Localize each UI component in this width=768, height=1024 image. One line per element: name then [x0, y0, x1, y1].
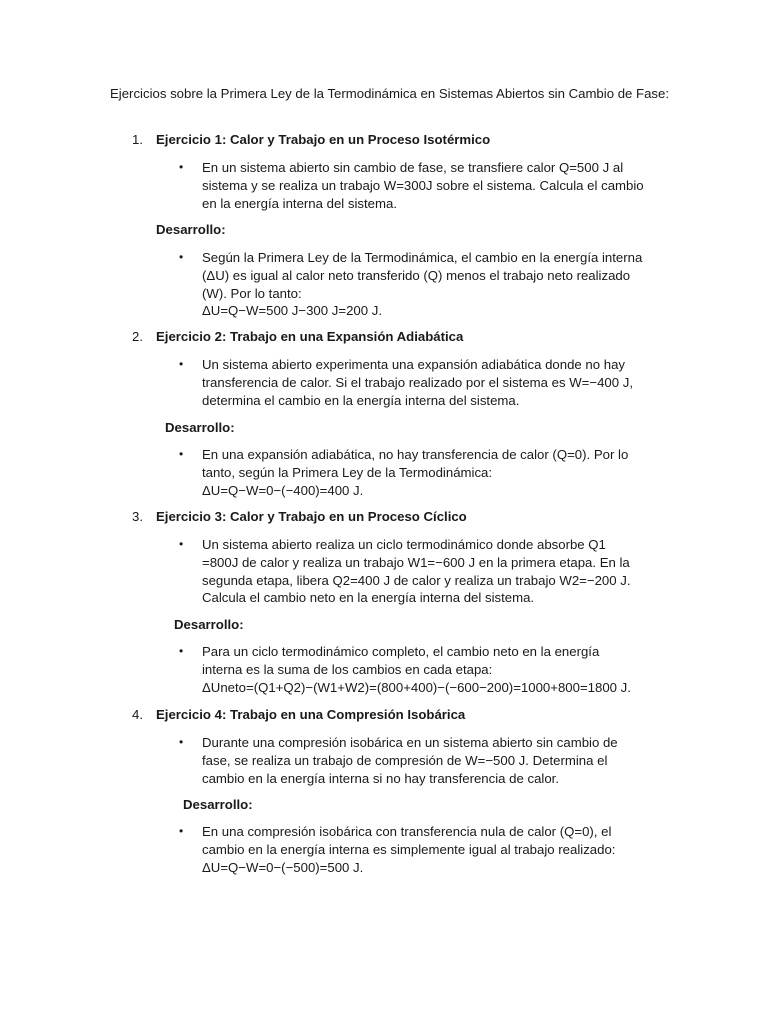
exercise-development-line: ΔUneto=(Q1+Q2)−(W1+W2)=(800+400)−(−600−200)=1000+800=1800 J.: [202, 679, 631, 695]
exercise-title: Ejercicio 1: Calor y Trabajo en un Proceso Isotérmico: [156, 132, 491, 147]
bullet-icon: •: [179, 250, 184, 264]
exercise-statement-line: sistema y se realiza un trabajo W=300J sobre el sistema. Calcula el cambio: [202, 177, 644, 193]
exercise-statement-line: Calcula el cambio neto en la energía interna del sistema.: [202, 590, 535, 606]
exercise-development: [202, 643, 664, 696]
exercise-development: [202, 446, 664, 499]
bullet-icon: •: [179, 537, 184, 551]
exercise-title: Ejercicio 4: Trabajo en una Compresión Isobárica: [156, 707, 466, 722]
exercise-statement-line: segunda etapa, libera Q2=400 J de calor y realiza un trabajo W2=−200 J.: [202, 572, 631, 588]
development-label: Desarrollo:: [183, 797, 253, 812]
exercise-statement-line: Un sistema abierto experimenta una expansión adiabática donde no hay: [202, 357, 626, 372]
exercise-development-line: En una expansión adiabática, no hay transferencia de calor (Q=0). Por lo: [202, 447, 629, 462]
exercise-development-line: interna es la suma de los cambios en cada etapa:: [202, 661, 493, 677]
exercise-development-line: ΔU=Q−W=0−(−400)=400 J.: [202, 482, 364, 498]
exercise-statement: [202, 734, 664, 787]
exercise-development-line: cambio en la energía interna es simplemente igual al trabajo realizado:: [202, 841, 616, 857]
bullet-icon: •: [179, 447, 184, 461]
bullet-icon: •: [179, 824, 184, 838]
exercise-number: 1.: [132, 132, 143, 147]
document-intro: Ejercicios sobre la Primera Ley de la Termodinámica en Sistemas Abiertos sin Cambio de Fase:: [110, 86, 670, 101]
exercise-statement-line: Durante una compresión isobárica en un sistema abierto sin cambio de: [202, 735, 618, 750]
exercise-development-line: ΔU=Q−W=0−(−500)=500 J.: [202, 859, 364, 875]
exercise-statement-line: en la energía interna del sistema.: [202, 195, 397, 211]
exercise-number: 4.: [132, 707, 143, 722]
exercise-number: 2.: [132, 329, 143, 344]
development-label: Desarrollo:: [165, 420, 235, 435]
exercise-statement: [202, 159, 664, 212]
exercise-development-line: Según la Primera Ley de la Termodinámica, el cambio en la energía interna: [202, 250, 643, 265]
exercise-statement-line: fase, se realiza un trabajo de compresión de W=−500 J. Determina el: [202, 752, 608, 768]
development-label: Desarrollo:: [156, 222, 226, 237]
exercise-development: [202, 823, 664, 876]
bullet-icon: •: [179, 160, 184, 174]
exercise-statement: [202, 536, 664, 607]
bullet-icon: •: [179, 735, 184, 749]
exercise-title: Ejercicio 2: Trabajo en una Expansión Adiabática: [156, 329, 464, 344]
exercise-statement-line: En un sistema abierto sin cambio de fase, se transfiere calor Q=500 J al: [202, 160, 624, 175]
exercise-development-line: tanto, según la Primera Ley de la Termodinámica:: [202, 464, 493, 480]
exercise-development-line: (W). Por lo tanto:: [202, 285, 302, 301]
exercise-title: Ejercicio 3: Calor y Trabajo en un Proceso Cíclico: [156, 509, 467, 524]
exercise-development-line: Para un ciclo termodinámico completo, el cambio neto en la energía: [202, 644, 600, 659]
bullet-icon: •: [179, 357, 184, 371]
exercise-statement-line: =800J de calor y realiza un trabajo W1=−600 J en la primera etapa. En la: [202, 554, 630, 570]
exercise-statement-line: Un sistema abierto realiza un ciclo termodinámico donde absorbe Q1: [202, 537, 606, 552]
exercise-development-line: En una compresión isobárica con transferencia nula de calor (Q=0), el: [202, 824, 612, 839]
exercise-development-line: ΔU=Q−W=500 J−300 J=200 J.: [202, 303, 382, 319]
exercise-development-line: (ΔU) es igual al calor neto transferido (Q) menos el trabajo neto realizado: [202, 267, 631, 283]
exercise-statement-line: cambio en la energía interna si no hay transferencia de calor.: [202, 770, 560, 786]
exercise-statement-line: determina el cambio en la energía interna del sistema.: [202, 392, 520, 408]
exercise-number: 3.: [132, 509, 143, 524]
development-label: Desarrollo:: [174, 617, 244, 632]
exercise-statement: [202, 356, 664, 409]
bullet-icon: •: [179, 644, 184, 658]
exercise-development: [202, 249, 664, 320]
exercise-statement-line: transferencia de calor. Si el trabajo realizado por el sistema es W=−400 J,: [202, 374, 634, 390]
